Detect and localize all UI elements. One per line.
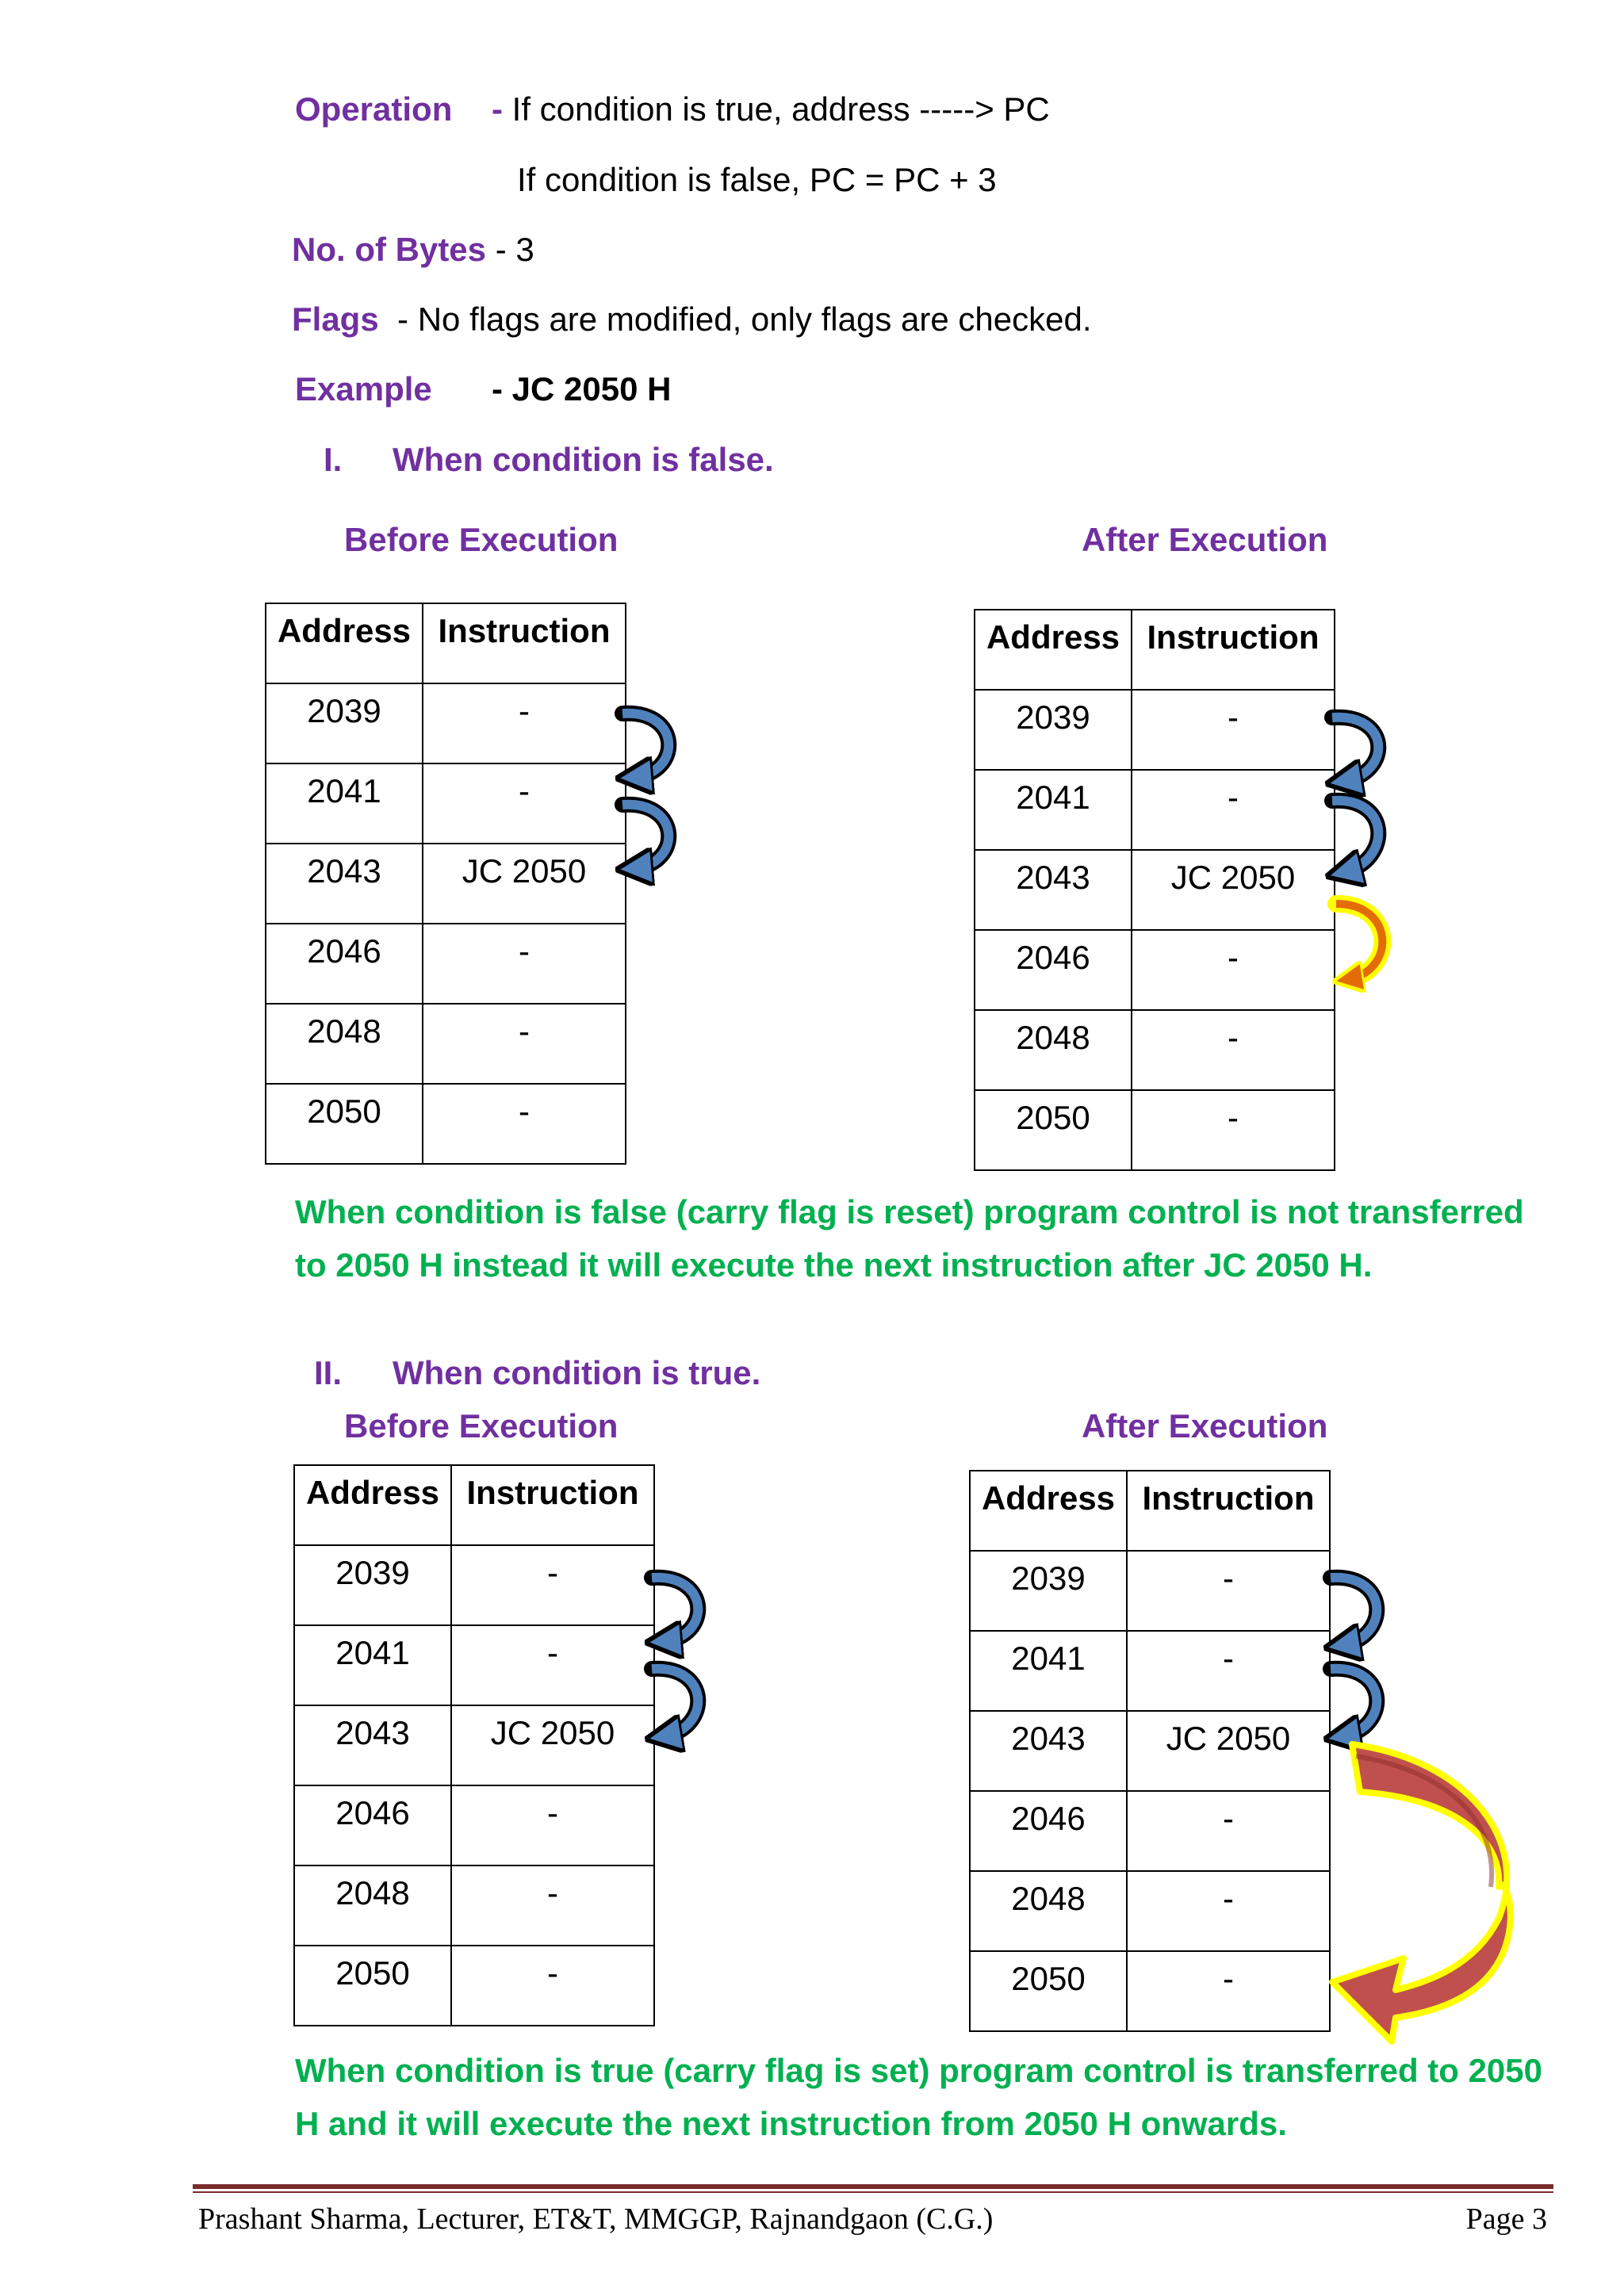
instruction-header: Instruction (451, 1465, 654, 1545)
address-cell: 2046 (975, 930, 1132, 1010)
instruction-cell: JC 2050 (451, 1705, 654, 1785)
instruction-header: Instruction (423, 603, 626, 683)
address-cell: 2043 (294, 1705, 451, 1785)
case2-title: When condition is true. (393, 1354, 761, 1391)
address-cell: 2048 (266, 1004, 423, 1084)
address-cell: 2041 (970, 1631, 1127, 1711)
instruction-cell: - (1127, 1631, 1330, 1711)
instruction-header: Instruction (1132, 610, 1335, 690)
instruction-cell: - (1132, 690, 1335, 770)
example-label: Example (295, 370, 432, 408)
instruction-cell: - (451, 1946, 654, 2026)
instruction-cell: JC 2050 (1132, 850, 1335, 930)
address-header: Address (975, 610, 1132, 690)
case2-numeral: II. (314, 1354, 343, 1391)
address-cell: 2039 (266, 683, 423, 763)
case1-before-arrow-1-icon (622, 714, 668, 777)
address-cell: 2050 (266, 1084, 423, 1164)
instruction-cell: - (423, 1004, 626, 1084)
footer-rule-thick (193, 2184, 1553, 2189)
case2-before-label: Before Execution (344, 1407, 619, 1445)
address-cell: 2043 (970, 1711, 1127, 1791)
case2-before-arrow-2-icon (652, 1669, 698, 1736)
footer-author: Prashant Sharma, Lecturer, ET&T, MMGGP, Rajnandgaon (C.G.) (198, 2202, 994, 2236)
address-cell: 2043 (975, 850, 1132, 930)
flags-value: - No flags are modified, only flags are checked. (397, 300, 1092, 338)
instruction-cell: - (451, 1545, 654, 1625)
case1-after-arrow-1-icon (1332, 718, 1378, 781)
address-cell: 2041 (266, 763, 423, 844)
instruction-cell: - (1127, 1551, 1330, 1631)
instruction-cell: - (1127, 1791, 1330, 1871)
instruction-header: Instruction (1127, 1471, 1330, 1551)
address-cell: 2046 (970, 1791, 1127, 1871)
instruction-cell: - (451, 1866, 654, 1946)
operation-line1-text: If condition is true, address -----> PC (503, 90, 1050, 128)
case1-before-arrow-2-icon (622, 805, 668, 868)
case2-after-arrow-2-icon (1331, 1669, 1377, 1736)
address-cell: 2043 (266, 844, 423, 924)
case1-after-label: After Execution (1082, 521, 1328, 558)
instruction-cell: - (1132, 1010, 1335, 1090)
address-header: Address (266, 603, 423, 683)
address-cell: 2048 (975, 1010, 1132, 1090)
instruction-cell: - (1127, 1951, 1330, 2031)
instruction-cell: - (1132, 1090, 1335, 1170)
instruction-cell: - (423, 1084, 626, 1164)
bytes-label: No. of Bytes (292, 231, 487, 268)
case1-after-next-arrow-icon (1336, 904, 1382, 979)
address-cell: 2039 (294, 1545, 451, 1625)
instruction-cell: - (423, 924, 626, 1004)
address-cell: 2048 (294, 1866, 451, 1946)
case2-after-arrow-1-icon (1331, 1578, 1377, 1645)
case2-jump-arrow-icon (1332, 1744, 1511, 2042)
bytes-value: - 3 (495, 231, 534, 268)
case2-before-arrow-1-icon (652, 1578, 698, 1641)
address-cell: 2048 (970, 1871, 1127, 1951)
instruction-cell: - (423, 763, 626, 844)
address-cell: 2050 (294, 1946, 451, 2026)
instruction-cell: - (1132, 930, 1335, 1010)
case1-before-label: Before Execution (344, 521, 619, 558)
instruction-cell: - (1132, 770, 1335, 850)
address-cell: 2039 (970, 1551, 1127, 1631)
case2-note-line1: When condition is true (carry flag is set) program control is transferred to 2050 (295, 2052, 1543, 2089)
instruction-cell: - (423, 683, 626, 763)
instruction-cell: - (451, 1625, 654, 1705)
address-header: Address (294, 1465, 451, 1545)
address-cell: 2041 (294, 1625, 451, 1705)
case1-numeral: I. (324, 441, 343, 478)
address-cell: 2039 (975, 690, 1132, 770)
operation-line2: If condition is false, PC = PC + 3 (517, 161, 997, 198)
address-cell: 2041 (975, 770, 1132, 850)
case1-note-line1: When condition is false (carry flag is reset) program control is not transferred (295, 1193, 1524, 1230)
address-cell: 2046 (266, 924, 423, 1004)
case2-note-line2: H and it will execute the next instruction from 2050 H onwards. (295, 2105, 1287, 2142)
instruction-cell: JC 2050 (423, 844, 626, 924)
instruction-cell: - (1127, 1871, 1330, 1951)
case1-note-line2: to 2050 H instead it will execute the next instruction after JC 2050 H. (295, 1246, 1373, 1284)
instruction-cell: - (451, 1785, 654, 1866)
instruction-cell: JC 2050 (1127, 1711, 1330, 1791)
example-value: - JC 2050 H (492, 370, 672, 408)
flags-label: Flags (292, 300, 379, 338)
operation-label: Operation (295, 90, 453, 128)
case1-title: When condition is false. (393, 441, 774, 478)
footer-rule-thin (193, 2191, 1553, 2193)
footer-page-number: Page 3 (1465, 2202, 1547, 2236)
case1-after-arrow-2-icon (1332, 801, 1378, 872)
address-cell: 2050 (975, 1090, 1132, 1170)
operation-line1: - If condition is true, address -----> PC (492, 90, 1050, 128)
address-cell: 2050 (970, 1951, 1127, 2031)
address-cell: 2046 (294, 1785, 451, 1866)
case2-after-label: After Execution (1082, 1407, 1328, 1445)
address-header: Address (970, 1471, 1127, 1551)
